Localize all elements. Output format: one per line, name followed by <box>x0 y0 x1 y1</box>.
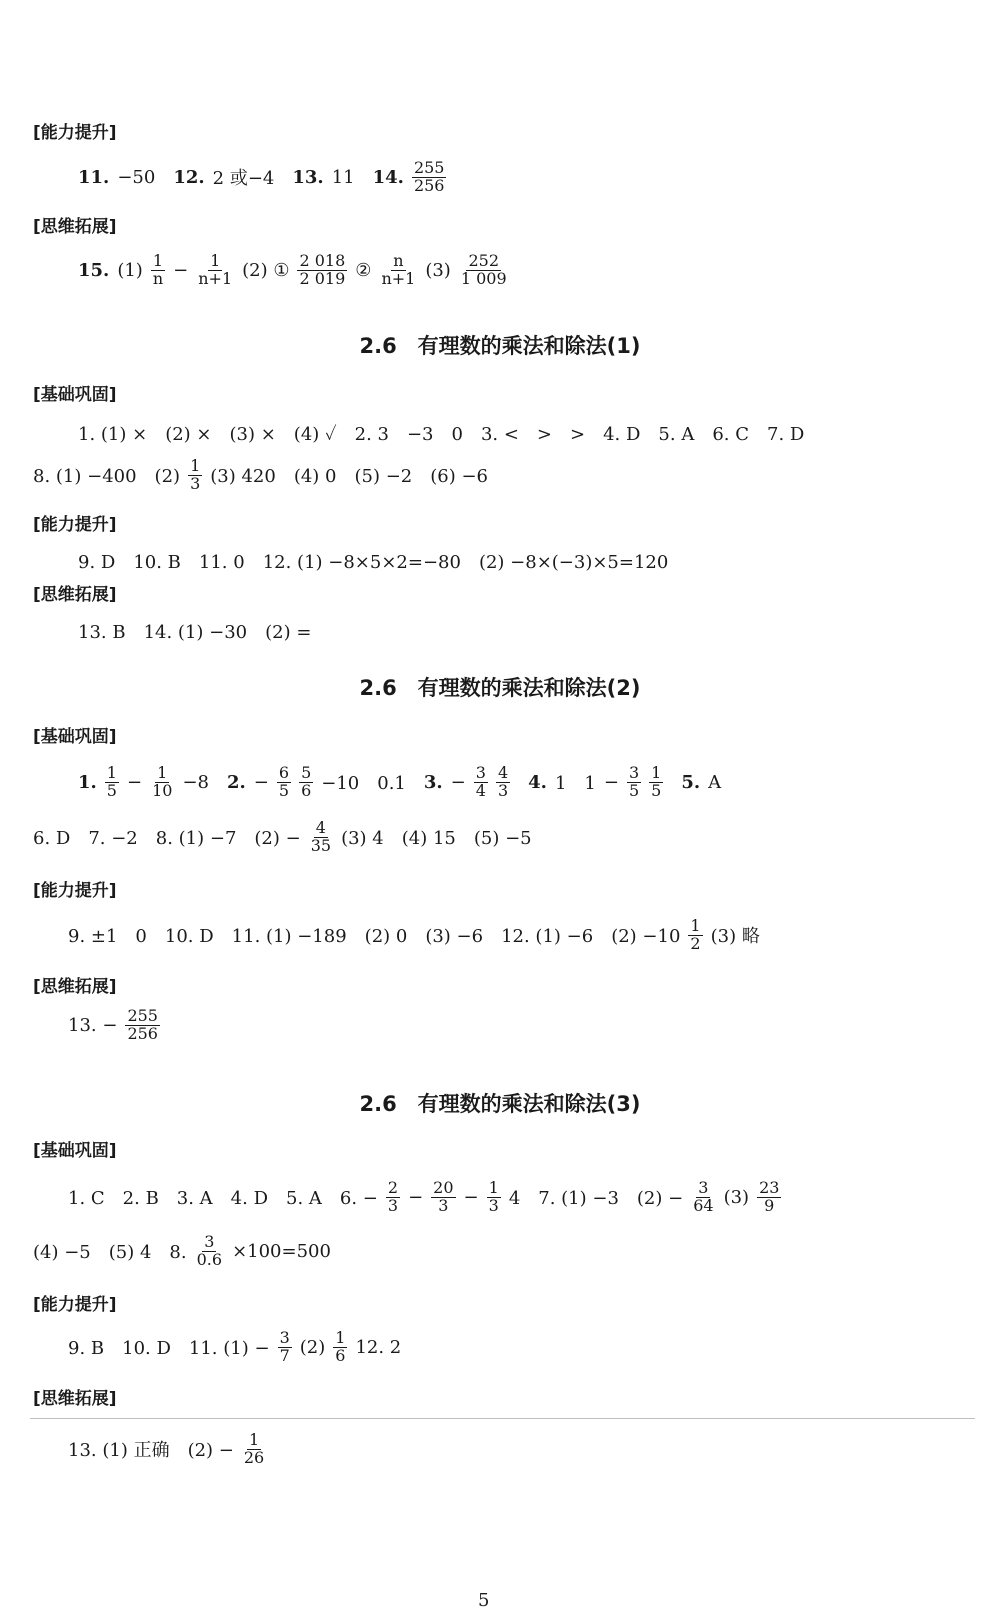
fraction: $\frac{1}{26}$ <box>243 1430 265 1467</box>
answer: 6. D 7. −2 8. (1) −7 (2) − <box>33 828 301 850</box>
part-label: (2) ① <box>242 259 290 281</box>
answer: A <box>708 771 722 793</box>
answer-line <box>68 1180 781 1215</box>
section-tag: [思维拓展] <box>33 217 117 237</box>
part-label: (3) <box>425 259 451 281</box>
answer-line <box>33 820 532 855</box>
section-tag: [能力提升] <box>33 1295 117 1315</box>
answer: −8 <box>182 771 209 793</box>
section-heading: 2.6 有理数的乘法和除法(2) <box>359 676 641 700</box>
fraction: $\frac{1}{6}$ <box>335 1328 346 1365</box>
answer: (4) −5 (5) 4 8. <box>33 1242 187 1264</box>
operator: − <box>126 771 143 793</box>
section-heading: 2.6 有理数的乘法和除法(1) <box>359 334 641 358</box>
answer: 9. D 10. B 11. 0 12. (1) −8×5×2=−80 (2) −8×(−3)×5=120 <box>78 552 669 573</box>
operator: − <box>173 259 189 281</box>
fraction: $\frac{1}{n+1}$ <box>198 251 233 288</box>
fraction: $\frac{3}{0.6}$ <box>196 1232 223 1269</box>
fraction: $\frac{2 018}{2 019}$ <box>299 251 346 288</box>
fraction: $\frac{1}{5}$ <box>651 763 662 800</box>
fraction: $\frac{1}{3}$ <box>488 1178 499 1215</box>
fraction: $\frac{255}{256}$ <box>127 1006 158 1043</box>
question-number: 14. <box>372 166 404 188</box>
answer-line <box>78 548 668 574</box>
answer: −10 0.1 <box>321 773 406 795</box>
fraction: $\frac{1}{n}$ <box>152 251 164 288</box>
fraction: $\frac{5}{6}$ <box>301 763 312 800</box>
answer: 11 <box>331 166 355 188</box>
question-number: 3. <box>423 771 443 793</box>
answer: (3) 略 <box>710 926 760 948</box>
answer: (3) 4 (4) 15 (5) −5 <box>341 828 532 850</box>
question-number: 2. <box>226 771 246 793</box>
operator: − <box>463 1186 479 1208</box>
question-number: 12. <box>173 166 205 188</box>
answer: 9. B 10. D 11. (1) − <box>68 1338 270 1360</box>
operator: − <box>408 1186 424 1208</box>
answer: 8. (1) −400 (2) <box>33 466 181 488</box>
fraction: $\frac{1}{3}$ <box>190 456 201 493</box>
fraction: $\frac{3}{5}$ <box>628 763 640 800</box>
question-number: 4. <box>528 771 547 793</box>
answer: 12. 2 <box>355 1336 402 1358</box>
answer: 13. − <box>68 1014 118 1036</box>
answer: 4 7. (1) −3 (2) − <box>508 1188 684 1210</box>
answer-line <box>68 1008 160 1043</box>
section-tag: [能力提升] <box>33 123 117 143</box>
fraction: $\frac{6}{5}$ <box>278 763 290 800</box>
fraction: $\frac{255}{256}$ <box>413 158 445 195</box>
answer-line <box>78 420 804 446</box>
question-number: 13. <box>292 166 324 188</box>
fraction: $\frac{20}{3}$ <box>433 1178 454 1215</box>
question-number: 11. <box>78 166 110 188</box>
fraction: $\frac{1}{5}$ <box>106 763 117 800</box>
answer: 2 或−4 <box>212 168 275 190</box>
section-tag: [基础巩固] <box>33 385 117 405</box>
fraction: $\frac{3}{7}$ <box>279 1328 290 1365</box>
section-tag: [基础巩固] <box>33 727 117 747</box>
part-label: (3) <box>723 1186 750 1208</box>
answer: ×100=500 <box>232 1240 331 1262</box>
section-tag: [能力提升] <box>33 881 117 901</box>
answer-line <box>68 1432 266 1467</box>
question-number: 5. <box>681 771 701 793</box>
fraction: $\frac{1}{10}$ <box>152 763 173 800</box>
fraction: $\frac{1}{2}$ <box>690 916 701 953</box>
section-tag: [能力提升] <box>33 515 117 535</box>
question-number: 15. <box>78 259 110 281</box>
fraction: $\frac{2}{3}$ <box>387 1178 399 1215</box>
fraction: $\frac{3}{64}$ <box>693 1178 714 1215</box>
part-label: (1) <box>117 259 143 281</box>
answer-line <box>78 160 446 195</box>
fraction: $\frac{23}{9}$ <box>759 1178 780 1215</box>
divider <box>30 1418 975 1419</box>
answer: 13. B 14. (1) −30 (2) = <box>78 622 312 643</box>
answer: (3) 420 (4) 0 (5) −2 (6) −6 <box>210 466 489 488</box>
answer-line <box>78 253 509 288</box>
fraction: $\frac{3}{4}$ <box>475 763 486 800</box>
operator: − <box>603 771 619 793</box>
answer-line <box>33 458 488 493</box>
answer-line <box>68 918 760 953</box>
page-number: 5 <box>478 1590 490 1611</box>
answer-line <box>78 765 721 800</box>
answer: −50 <box>117 166 156 188</box>
operator: − <box>253 771 269 793</box>
fraction: $\frac{4}{3}$ <box>497 763 509 800</box>
answer-line <box>78 618 311 644</box>
fraction: $\frac{n}{n+1}$ <box>381 251 416 288</box>
section-tag: [思维拓展] <box>33 977 117 997</box>
answer: 1. C 2. B 3. A 4. D 5. A 6. − <box>68 1188 378 1210</box>
answer: 1. (1) × (2) × (3) × (4) ✓ 2. 3 −3 0 3. < > > 4. D 5. A 6. C 7. D <box>78 424 805 445</box>
part-label: (2) <box>299 1336 326 1358</box>
answer-line <box>33 1234 331 1269</box>
fraction: $\frac{252}{1 009}$ <box>460 251 507 288</box>
section-tag: [思维拓展] <box>33 585 117 605</box>
section-tag: [思维拓展] <box>33 1389 117 1409</box>
question-number: 1. <box>78 771 97 793</box>
fraction: $\frac{4}{35}$ <box>310 818 332 855</box>
section-tag: [基础巩固] <box>33 1141 117 1161</box>
operator: − <box>450 771 466 793</box>
section-heading: 2.6 有理数的乘法和除法(3) <box>359 1092 641 1116</box>
answer-line <box>68 1330 401 1365</box>
part-label: ② <box>355 259 372 281</box>
answer: 13. (1) 正确 (2) − <box>68 1440 234 1462</box>
answer: 9. ±1 0 10. D 11. (1) −189 (2) 0 (3) −6 12. (1) −6 (2) −10 <box>68 926 681 948</box>
answer: 1 1 <box>554 773 596 795</box>
